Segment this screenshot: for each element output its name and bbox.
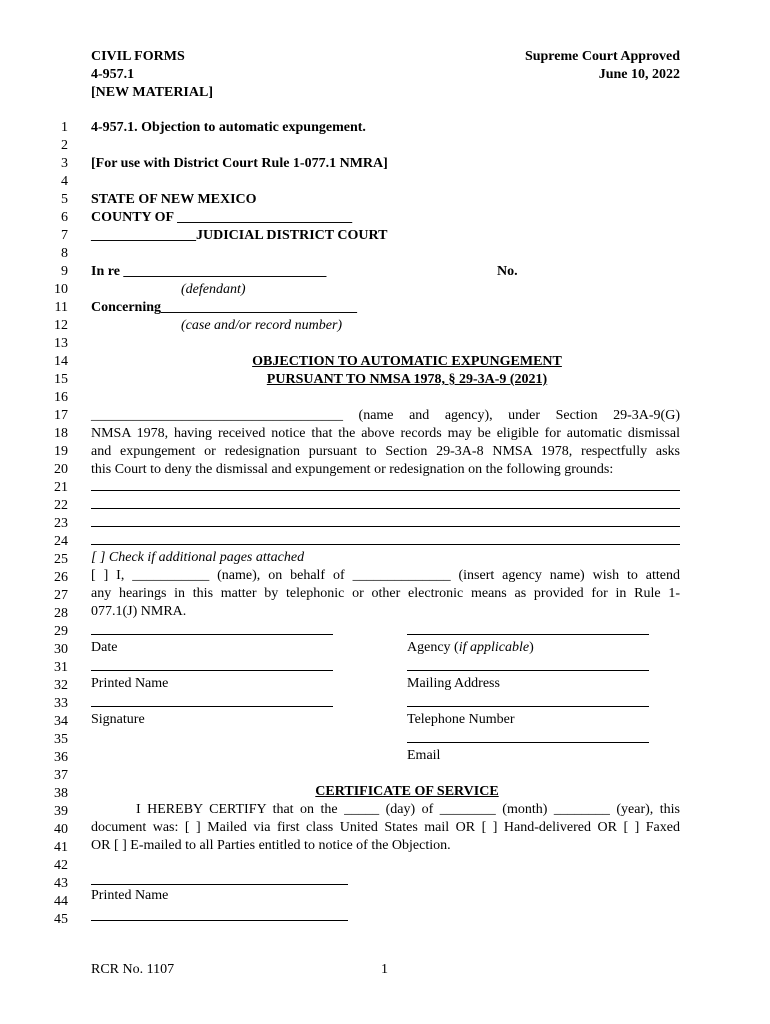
case-no-label: No. (497, 264, 518, 279)
line-number: 22 (54, 498, 68, 513)
line-number: 35 (54, 732, 68, 747)
line-number: 8 (61, 246, 68, 261)
line-number: 5 (61, 192, 68, 207)
line-number: 25 (54, 552, 68, 567)
line-number: 36 (54, 750, 68, 765)
grounds-line-4[interactable] (91, 544, 680, 545)
mailing-address-label: Mailing Address (407, 676, 500, 691)
telephone-line[interactable] (407, 706, 649, 707)
line-number: 37 (54, 768, 68, 783)
certificate-line-39: I HEREBY CERTIFY that on the _____ (day) of ________ (month) ________ (year), this (136, 802, 680, 817)
line-number: 24 (54, 534, 68, 549)
line-number: 3 (61, 156, 68, 171)
footer-page-number: 1 (381, 962, 388, 977)
case-number-label: (case and/or record number) (181, 318, 343, 333)
line-number: 32 (54, 678, 68, 693)
line-number: 42 (54, 858, 68, 873)
line-number: 4 (61, 174, 68, 189)
date-label: Date (91, 640, 118, 655)
certificate-line-40: document was: [ ] Mailed via first class United States mail OR [ ] Hand-delivered OR [ ] Faxed (91, 820, 680, 835)
certificate-signature-line[interactable] (91, 920, 348, 921)
body-line-17: ____________________________________ (name and agency), under Section 29-3A-9(G) (91, 408, 680, 423)
line-number: 10 (54, 282, 68, 297)
certificate-line-41: OR [ ] E-mailed to all Parties entitled to notice of the Objection. (91, 838, 451, 853)
body-line-19: and expungement or redesignation pursuant to Section 29-3A-8 NMSA 1978, respectfully asks (91, 444, 680, 459)
line-number: 34 (54, 714, 68, 729)
grounds-line-3[interactable] (91, 526, 680, 527)
line-number: 23 (54, 516, 68, 531)
grounds-line-1[interactable] (91, 490, 680, 491)
line-number: 21 (54, 480, 68, 495)
line-number: 20 (54, 462, 68, 477)
line-number: 40 (54, 822, 68, 837)
form-title: 4-957.1. Objection to automatic expungement. (91, 120, 366, 135)
printed-name-label: Printed Name (91, 676, 169, 691)
certificate-printed-name-label: Printed Name (91, 888, 169, 903)
line-number: 1 (61, 120, 68, 135)
additional-pages-checkbox[interactable]: [ ] Check if additional pages attached (91, 550, 305, 565)
court-line: _______________JUDICIAL DISTRICT COURT (91, 228, 388, 243)
hearing-line-26[interactable]: [ ] I, ___________ (name), on behalf of ______________ (insert agency name) wish to attend (91, 568, 680, 583)
email-line[interactable] (407, 742, 649, 743)
use-note: [For use with District Court Rule 1-077.1 NMRA] (91, 156, 388, 171)
line-number: 29 (54, 624, 68, 639)
signature-label: Signature (91, 712, 145, 727)
concerning-line: Concerning____________________________ (91, 300, 357, 315)
agency-line[interactable] (407, 634, 649, 635)
line-number: 9 (61, 264, 68, 279)
line-number: 16 (54, 390, 68, 405)
line-number: 15 (54, 372, 68, 387)
line-number: 30 (54, 642, 68, 657)
objection-heading: OBJECTION TO AUTOMATIC EXPUNGEMENT (252, 354, 562, 369)
body-line-18: NMSA 1978, having received notice that the above records may be eligible for automatic dismissal (91, 426, 680, 441)
header-approved: Supreme Court Approved (524, 49, 680, 64)
line-number: 45 (54, 912, 68, 927)
line-number: 14 (54, 354, 68, 369)
line-number: 43 (54, 876, 68, 891)
line-number: 11 (54, 300, 68, 315)
county-line: COUNTY OF _________________________ (91, 210, 353, 225)
hearing-line-27: any hearings in this matter by telephonic or other electronic means as provided for in Rule 1- (91, 586, 680, 601)
line-number: 13 (54, 336, 68, 351)
line-number: 18 (54, 426, 68, 441)
line-number: 28 (54, 606, 68, 621)
line-number: 7 (61, 228, 68, 243)
header-date: June 10, 2022 (598, 67, 680, 82)
hearing-line-28: 077.1(J) NMRA. (91, 604, 187, 619)
line-number: 6 (61, 210, 68, 225)
line-number: 19 (54, 444, 68, 459)
line-number: 26 (54, 570, 68, 585)
footer-rcr-number: RCR No. 1107 (91, 962, 175, 977)
grounds-line-2[interactable] (91, 508, 680, 509)
defendant-label: (defendant) (181, 282, 246, 297)
date-line[interactable] (91, 634, 333, 635)
line-number: 31 (54, 660, 68, 675)
line-number: 17 (54, 408, 68, 423)
line-number: 27 (54, 588, 68, 603)
certificate-heading: CERTIFICATE OF SERVICE (315, 784, 499, 799)
header-new-material: [NEW MATERIAL] (91, 85, 213, 100)
in-re-line: In re _____________________________ (91, 264, 327, 279)
signature-line[interactable] (91, 706, 333, 707)
header-form-number: 4-957.1 (91, 67, 135, 82)
email-label: Email (407, 748, 441, 763)
line-number: 12 (54, 318, 68, 333)
line-number: 44 (54, 894, 68, 909)
printed-name-line[interactable] (91, 670, 333, 671)
certificate-printed-name-line[interactable] (91, 884, 348, 885)
header-civil-forms: CIVIL FORMS (91, 49, 185, 64)
body-line-20: this Court to deny the dismissal and expungement or redesignation on the following grounds: (91, 462, 614, 477)
line-number: 2 (61, 138, 68, 153)
line-number: 39 (54, 804, 68, 819)
mailing-address-line[interactable] (407, 670, 649, 671)
line-number: 38 (54, 786, 68, 801)
telephone-label: Telephone Number (407, 712, 515, 727)
state-line: STATE OF NEW MEXICO (91, 192, 257, 207)
objection-subheading: PURSUANT TO NMSA 1978, § 29-3A-9 (2021) (266, 372, 548, 387)
agency-label: Agency (if applicable) (407, 640, 534, 655)
line-number: 41 (54, 840, 68, 855)
line-number: 33 (54, 696, 68, 711)
